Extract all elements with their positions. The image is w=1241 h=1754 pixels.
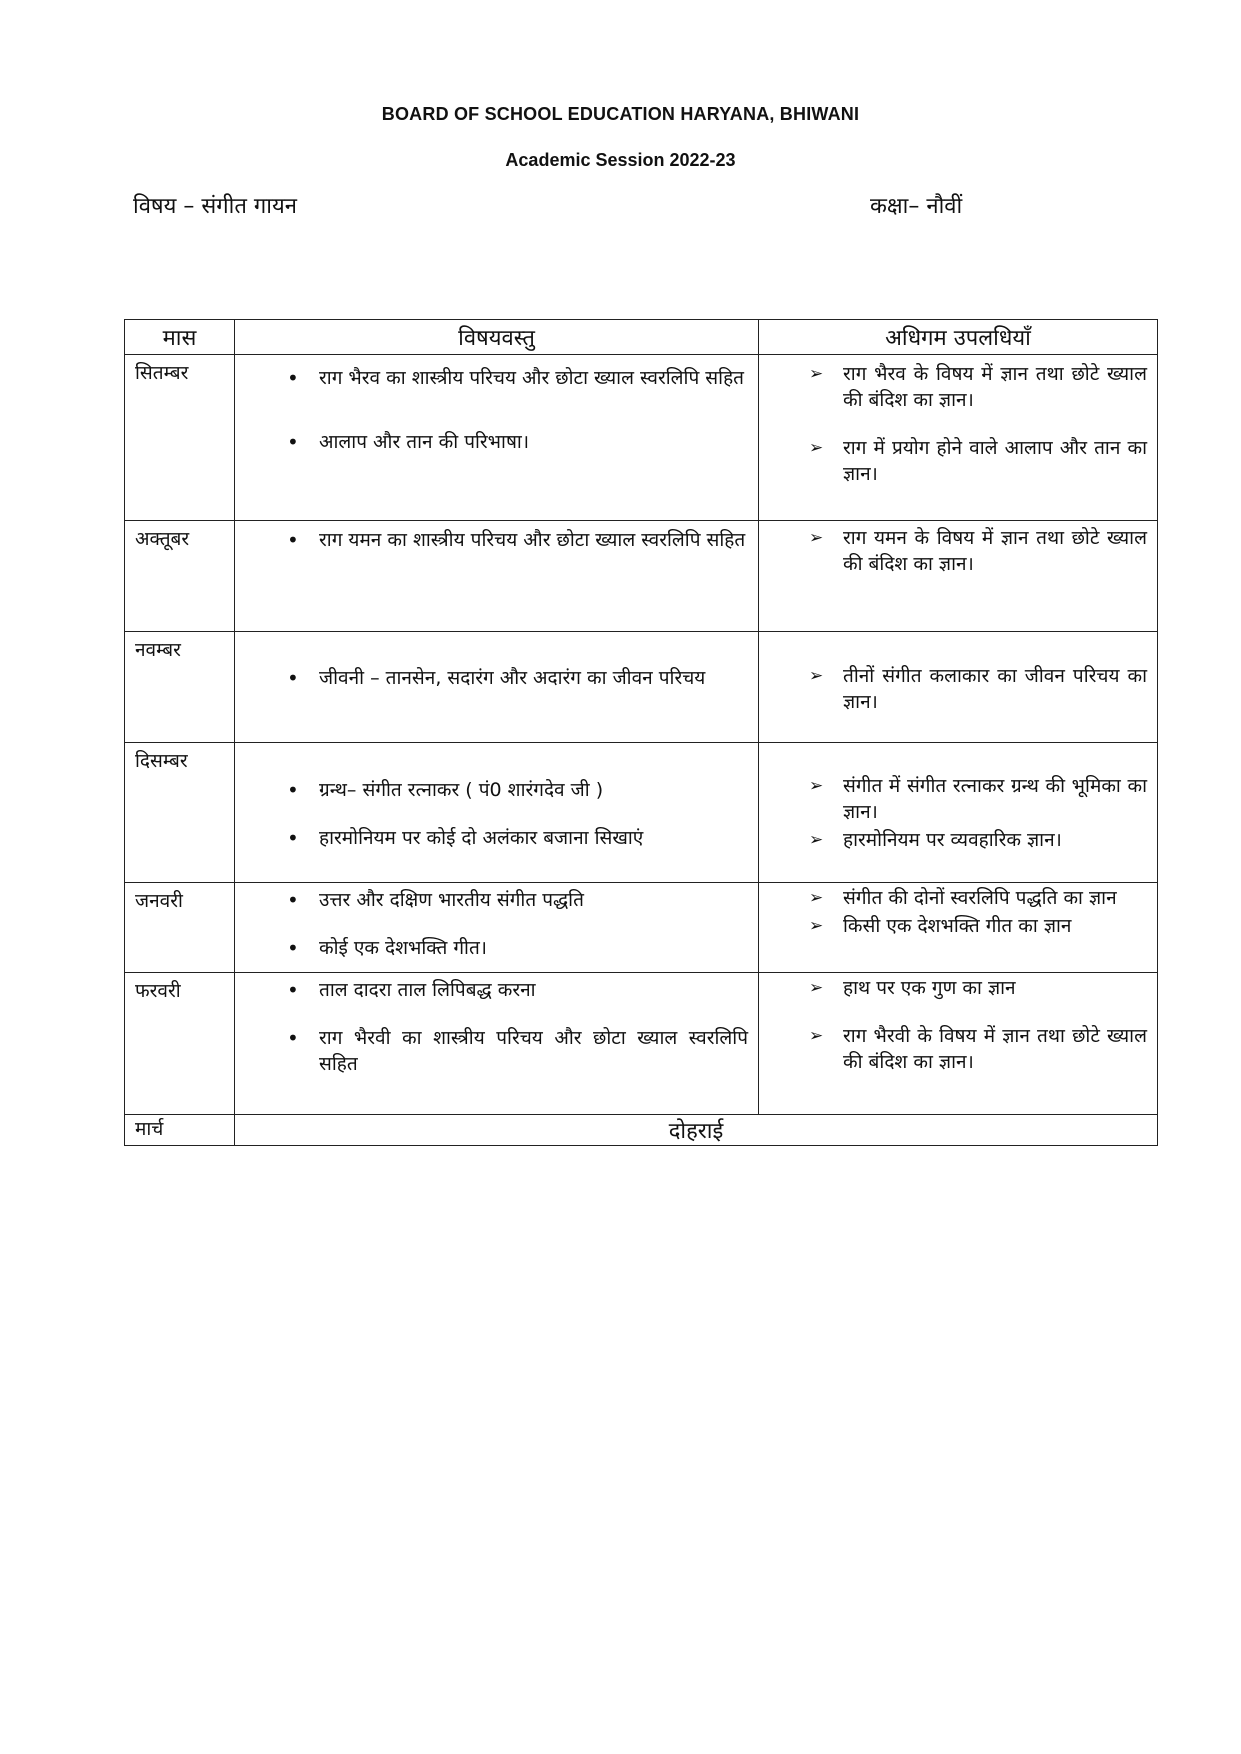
- content-cell: [235, 743, 759, 883]
- month-cell: फरवरी: [125, 973, 235, 1115]
- table-row: [125, 521, 1158, 632]
- column-header-content: विषयवस्तु: [235, 320, 759, 355]
- list-item: • ग्रन्थ– संगीत रत्नाकर ( पं0 शारंगदेव जी ): [235, 777, 758, 803]
- outcomes-cell: [759, 632, 1158, 743]
- list-item: ➢ हाथ पर एक गुण का ज्ञान: [759, 975, 1157, 1001]
- list-item: ➢ हारमोनियम पर व्यवहारिक ज्ञान।: [759, 827, 1157, 853]
- table-row: [125, 883, 1158, 973]
- list-item: ➢ तीनों संगीत कलाकार का जीवन परिचय का ज्ञान।: [759, 663, 1157, 715]
- table-row: [125, 973, 1158, 1115]
- list-item: ➢ किसी एक देशभक्ति गीत का ज्ञान: [759, 913, 1157, 939]
- list-item: • हारमोनियम पर कोई दो अलंकार बजाना सिखाएं: [235, 825, 758, 851]
- list-item: • कोई एक देशभक्ति गीत।: [235, 935, 758, 961]
- month-cell: जनवरी: [125, 883, 235, 973]
- month-cell: दिसम्बर: [125, 743, 235, 883]
- list-item: ➢ राग में प्रयोग होने वाले आलाप और तान का ज्ञान।: [759, 435, 1157, 487]
- list-item: ➢ संगीत की दोनों स्वरलिपि पद्धति का ज्ञान: [759, 885, 1157, 911]
- subject-label: विषय – संगीत गायन: [133, 194, 297, 219]
- syllabus-table: [124, 319, 1158, 1146]
- outcomes-cell: [759, 973, 1158, 1115]
- month-cell: नवम्बर: [125, 632, 235, 743]
- table-header-row: [125, 320, 1158, 355]
- list-item: • आलाप और तान की परिभाषा।: [235, 429, 758, 455]
- table-row: [125, 1115, 1158, 1146]
- content-cell: [235, 521, 759, 632]
- content-cell: [235, 355, 759, 521]
- class-label: कक्षा– नौवीं: [870, 194, 963, 219]
- column-header-month: मास: [125, 320, 235, 355]
- academic-session: Academic Session 2022-23: [505, 150, 736, 170]
- content-cell: [235, 883, 759, 973]
- content-cell: [235, 973, 759, 1115]
- list-item: ➢ राग यमन के विषय में ज्ञान तथा छोटे ख्याल की बंदिश का ज्ञान।: [759, 525, 1157, 577]
- outcomes-cell: [759, 355, 1158, 521]
- column-header-outcomes: अधिगम उपलधियाँ: [759, 320, 1158, 355]
- list-item: • राग भैरवी का शास्त्रीय परिचय और छोटा ख्याल स्वरलिपि सहित: [235, 1025, 758, 1077]
- month-cell: सितम्बर: [125, 355, 235, 521]
- month-cell: मार्च: [125, 1115, 235, 1146]
- list-item: ➢ राग भैरव के विषय में ज्ञान तथा छोटे ख्याल की बंदिश का ज्ञान।: [759, 361, 1157, 413]
- outcomes-cell: [759, 521, 1158, 632]
- table-row: [125, 743, 1158, 883]
- list-item: • जीवनी – तानसेन, सदारंग और अदारंग का जीवन परिचय: [235, 665, 758, 691]
- month-cell: अक्तूबर: [125, 521, 235, 632]
- outcomes-cell: [759, 883, 1158, 973]
- revision-cell: दोहराई: [235, 1115, 1158, 1146]
- outcomes-cell: [759, 743, 1158, 883]
- list-item: • राग यमन का शास्त्रीय परिचय और छोटा ख्याल स्वरलिपि सहित: [235, 527, 758, 553]
- list-item: • ताल दादरा ताल लिपिबद्ध करना: [235, 977, 758, 1003]
- content-cell: [235, 632, 759, 743]
- list-item: ➢ संगीत में संगीत रत्नाकर ग्रन्थ की भूमिका का ज्ञान।: [759, 773, 1157, 825]
- table-row: [125, 632, 1158, 743]
- list-item: • राग भैरव का शास्त्रीय परिचय और छोटा ख्याल स्वरलिपि सहित: [235, 365, 758, 391]
- list-item: • उत्तर और दक्षिण भारतीय संगीत पद्धति: [235, 887, 758, 913]
- board-title: BOARD OF SCHOOL EDUCATION HARYANA, BHIWANI: [381, 104, 860, 124]
- table-row: [125, 355, 1158, 521]
- list-item: ➢ राग भैरवी के विषय में ज्ञान तथा छोटे ख्याल की बंदिश का ज्ञान।: [759, 1023, 1157, 1075]
